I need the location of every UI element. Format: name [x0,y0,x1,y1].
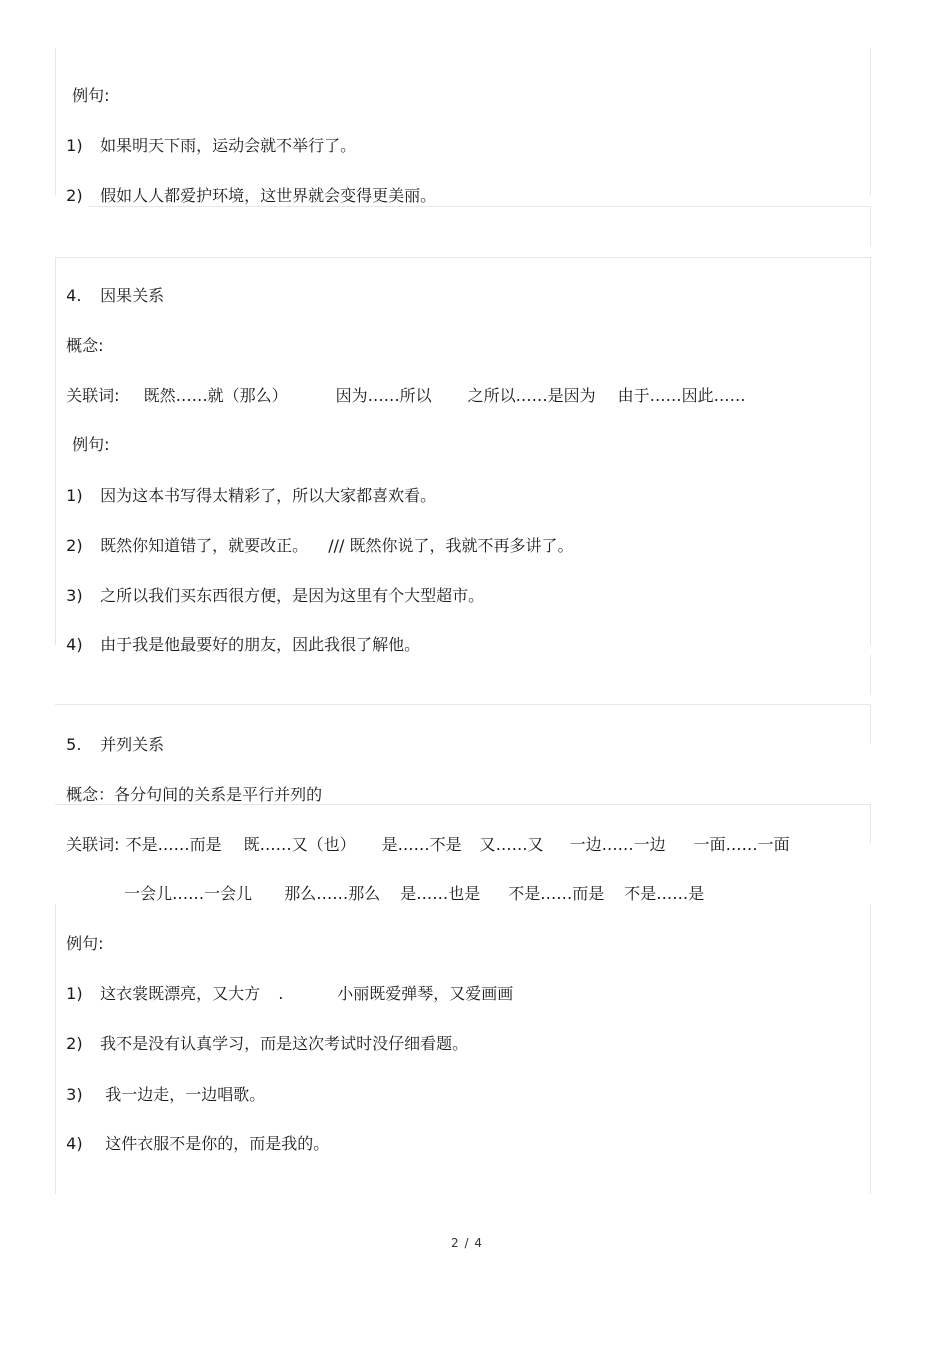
section-title: 并列关系 [100,735,165,754]
connectives-label: 关联词: [66,835,120,854]
connectives-line [56,363,746,407]
example-label-text: 例句: [66,934,104,953]
example-text: 如果明天下雨，运动会就不举行了。 [100,136,357,155]
example-number: 2) [66,1034,83,1053]
table-border-right [870,704,871,744]
table-border-right [870,206,871,246]
table-border-right [870,655,871,695]
table-border-line [55,257,871,258]
connective: 一面……一面 [693,835,790,854]
connective: 不是……而是 [508,884,605,903]
example-label-text: 例句: [72,435,110,454]
example-text: 假如人人都爱护环境，这世界就会变得更美丽。 [100,186,437,205]
example-item [56,113,356,157]
table-border-right [870,804,871,844]
table-border-line [55,704,871,705]
example-item [56,1111,329,1155]
example-number: 1) [66,486,83,505]
example-number: 4) [66,635,83,654]
example-text: 我不是没有认真学习，而是这次考试时没仔细看题。 [100,1034,469,1053]
example-text: 既然你知道错了，就要改正。 [100,536,309,555]
connective: 既……又（也） [243,835,356,854]
example-item [56,463,436,507]
example-item [56,1062,265,1106]
example-text-extra: 小丽既爱弹琴，又爱画画 [337,984,514,1003]
section-title: 因果关系 [100,286,165,305]
example-item [56,961,513,1005]
connective: 之所以……是因为 [467,386,596,405]
example-item [56,513,573,557]
example-number: 3) [66,1085,83,1104]
example-label [62,63,110,107]
connective: 那么……那么 [284,884,381,903]
example-item [56,163,436,207]
example-number: 4) [66,1134,83,1153]
example-number: 2) [66,536,83,555]
example-text: 我一边走，一边唱歌。 [100,1085,266,1104]
example-label [62,412,110,456]
connectives-line [56,812,790,856]
page-indicator: 2 / 4 [451,1236,483,1250]
example-number: 1) [66,984,83,1003]
section-heading [56,712,164,756]
example-text: 因为这本书写得太精彩了，所以大家都喜欢看。 [100,486,437,505]
table-border-right [870,257,871,645]
connective: 是……不是 [381,835,462,854]
example-text: 这件衣服不是你的，而是我的。 [100,1134,330,1153]
connective: 由于……因此…… [617,386,746,405]
concept-line [56,313,104,357]
example-item [56,612,420,656]
connective: 不是……是 [624,884,705,903]
connective: 又……又 [479,835,544,854]
connective: 因为……所以 [335,386,432,405]
example-label [56,911,104,955]
connectives-line-continued [114,861,704,905]
concept-text: 概念：各分句间的关系是平行并列的 [66,785,323,804]
example-label-text: 例句: [72,86,110,105]
example-text-extra: /// 既然你说了，我就不再多讲了。 [328,536,574,555]
example-item [56,1011,468,1055]
concept-line [56,762,322,806]
example-number: 1) [66,136,83,155]
section-heading [56,263,164,307]
connective: 是……也是 [400,884,481,903]
example-item [56,563,484,607]
connective: 一边……一边 [569,835,666,854]
example-number: 3) [66,586,83,605]
connective: 一会儿……一会儿 [124,884,253,903]
table-border-right [870,48,871,196]
connectives-label: 关联词: [66,386,120,405]
example-number: 2) [66,186,83,205]
concept-text: 概念: [66,336,104,355]
connective: 不是……而是 [125,835,222,854]
section-number: 5. [66,735,82,754]
table-border-right [870,904,871,1194]
example-text: 这衣裳既漂亮，又大方 [100,984,261,1003]
example-text: 由于我是他最要好的朋友，因此我很了解他。 [100,635,421,654]
example-text-extra: . [278,984,284,1003]
connective: 既然……就（那么） [143,386,288,405]
example-text: 之所以我们买东西很方便，是因为这里有个大型超市。 [100,586,485,605]
section-number: 4. [66,286,82,305]
